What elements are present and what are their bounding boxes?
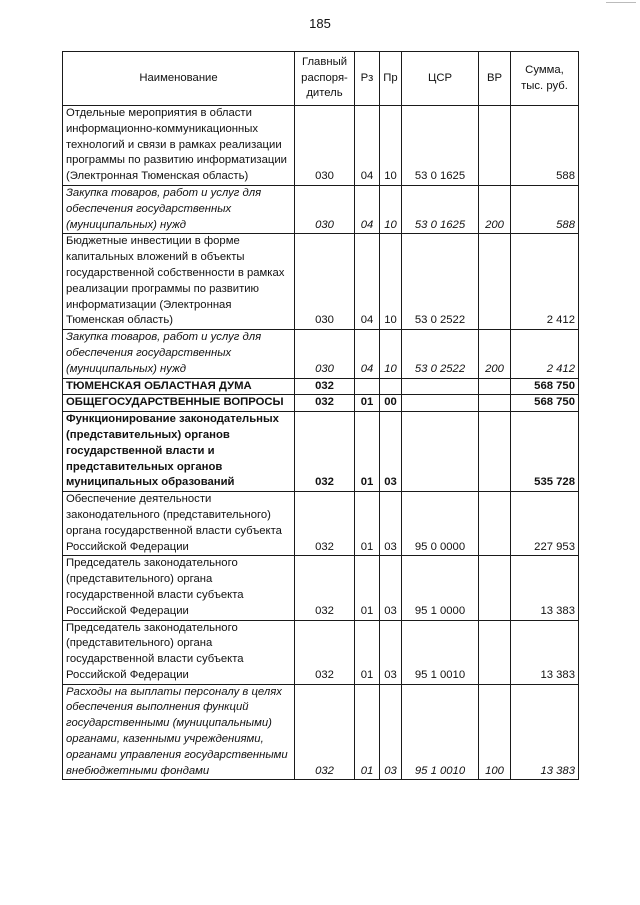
header-vr: ВР	[479, 52, 511, 106]
table-row	[63, 556, 579, 620]
cell-pr: 03	[380, 684, 402, 780]
cell-sum: 588	[511, 106, 579, 186]
cell-sum: 2 412	[511, 234, 579, 330]
header-rz: Рз	[355, 52, 380, 106]
cell-glav: 032	[295, 412, 355, 492]
cell-glav: 032	[295, 395, 355, 412]
cell-csr: 53 0 2522	[402, 330, 479, 378]
cell-vr	[479, 234, 511, 330]
cell-sum: 568 750	[511, 395, 579, 412]
cell-rz: 04	[355, 330, 380, 378]
table-row	[63, 234, 579, 330]
header-sum: Сумма, тыс. руб.	[511, 52, 579, 106]
header-pr: Пр	[380, 52, 402, 106]
cell-rz: 04	[355, 106, 380, 186]
cell-glav: 030	[295, 106, 355, 186]
cell-glav: 032	[295, 620, 355, 684]
cell-sum: 227 953	[511, 492, 579, 556]
budget-table	[62, 51, 579, 780]
cell-pr	[380, 378, 402, 395]
table-row	[63, 684, 579, 780]
page-number: 185	[309, 16, 331, 31]
cell-vr	[479, 378, 511, 395]
cell-vr: 100	[479, 684, 511, 780]
table-header-row	[63, 52, 579, 106]
cell-rz: 01	[355, 395, 380, 412]
cell-glav: 032	[295, 378, 355, 395]
cell-csr	[402, 412, 479, 492]
cell-name: Функционирование законодательных (представительных) органов государственной власти и представительных органов муниципальных образований	[63, 412, 295, 492]
cell-name: Закупка товаров, работ и услуг для обеспечения государственных (муниципальных) нужд	[63, 185, 295, 233]
cell-rz: 01	[355, 492, 380, 556]
cell-csr: 95 1 0010	[402, 684, 479, 780]
table-row	[63, 620, 579, 684]
cell-glav: 030	[295, 185, 355, 233]
cell-name: Отдельные мероприятия в области информационно-коммуникационных технологий и связи в рамках реализации программы по развитию информатизации (Электронная Тюменская область)	[63, 106, 295, 186]
cell-csr: 95 1 0000	[402, 556, 479, 620]
cell-rz: 01	[355, 684, 380, 780]
cell-glav: 030	[295, 234, 355, 330]
cell-pr: 10	[380, 234, 402, 330]
cell-sum: 535 728	[511, 412, 579, 492]
table-row	[63, 492, 579, 556]
cell-name: Расходы на выплаты персоналу в целях обеспечения выполнения функций государственными (муниципальными) органами, казенными учреждениями, органами управления государственными внебюджетными фондами	[63, 684, 295, 780]
cell-rz	[355, 378, 380, 395]
cell-pr: 03	[380, 620, 402, 684]
cell-csr	[402, 378, 479, 395]
cell-glav: 032	[295, 492, 355, 556]
cell-vr	[479, 492, 511, 556]
table-row	[63, 412, 579, 492]
cell-name: Закупка товаров, работ и услуг для обеспечения государственных (муниципальных) нужд	[63, 330, 295, 378]
cell-name: ТЮМЕНСКАЯ ОБЛАСТНАЯ ДУМА	[63, 378, 295, 395]
cell-vr	[479, 556, 511, 620]
cell-name: Председатель законодательного (представительного) органа государственной власти субъекта Российской Федерации	[63, 620, 295, 684]
cell-rz: 01	[355, 412, 380, 492]
header-csr: ЦСР	[402, 52, 479, 106]
cell-rz: 04	[355, 185, 380, 233]
table-row	[63, 330, 579, 378]
cell-vr: 200	[479, 330, 511, 378]
cell-csr	[402, 395, 479, 412]
cell-pr: 00	[380, 395, 402, 412]
cell-name: ОБЩЕГОСУДАРСТВЕННЫЕ ВОПРОСЫ	[63, 395, 295, 412]
table-row	[63, 106, 579, 186]
cell-sum: 588	[511, 185, 579, 233]
cell-vr	[479, 412, 511, 492]
cell-sum: 13 383	[511, 620, 579, 684]
cell-sum: 13 383	[511, 556, 579, 620]
cell-sum: 2 412	[511, 330, 579, 378]
cell-rz: 01	[355, 556, 380, 620]
cell-sum: 568 750	[511, 378, 579, 395]
scan-edge-mark	[606, 2, 636, 4]
cell-pr: 10	[380, 330, 402, 378]
cell-pr: 10	[380, 106, 402, 186]
cell-vr	[479, 620, 511, 684]
table-row	[63, 378, 579, 395]
cell-pr: 03	[380, 556, 402, 620]
cell-csr: 53 0 2522	[402, 234, 479, 330]
table-body	[63, 106, 579, 780]
cell-glav: 030	[295, 330, 355, 378]
cell-vr	[479, 395, 511, 412]
cell-glav: 032	[295, 556, 355, 620]
cell-sum: 13 383	[511, 684, 579, 780]
cell-glav: 032	[295, 684, 355, 780]
table-row	[63, 185, 579, 233]
cell-csr: 95 1 0010	[402, 620, 479, 684]
cell-name: Бюджетные инвестиции в форме капитальных вложений в объекты государственной собственности в рамках реализации программы по развитию информатизации (Электронная Тюменская область)	[63, 234, 295, 330]
cell-csr: 53 0 1625	[402, 185, 479, 233]
cell-name: Обеспечение деятельности законодательного (представительного) органа государственной власти субъекта Российской Федерации	[63, 492, 295, 556]
table-row	[63, 395, 579, 412]
cell-pr: 03	[380, 412, 402, 492]
cell-name: Председатель законодательного (представительного) органа государственной власти субъекта Российской Федерации	[63, 556, 295, 620]
cell-pr: 10	[380, 185, 402, 233]
header-name: Наименование	[63, 52, 295, 106]
cell-rz: 04	[355, 234, 380, 330]
header-glav: Главный распоря-дитель	[295, 52, 355, 106]
cell-rz: 01	[355, 620, 380, 684]
cell-csr: 95 0 0000	[402, 492, 479, 556]
cell-csr: 53 0 1625	[402, 106, 479, 186]
cell-vr: 200	[479, 185, 511, 233]
cell-pr: 03	[380, 492, 402, 556]
cell-vr	[479, 106, 511, 186]
